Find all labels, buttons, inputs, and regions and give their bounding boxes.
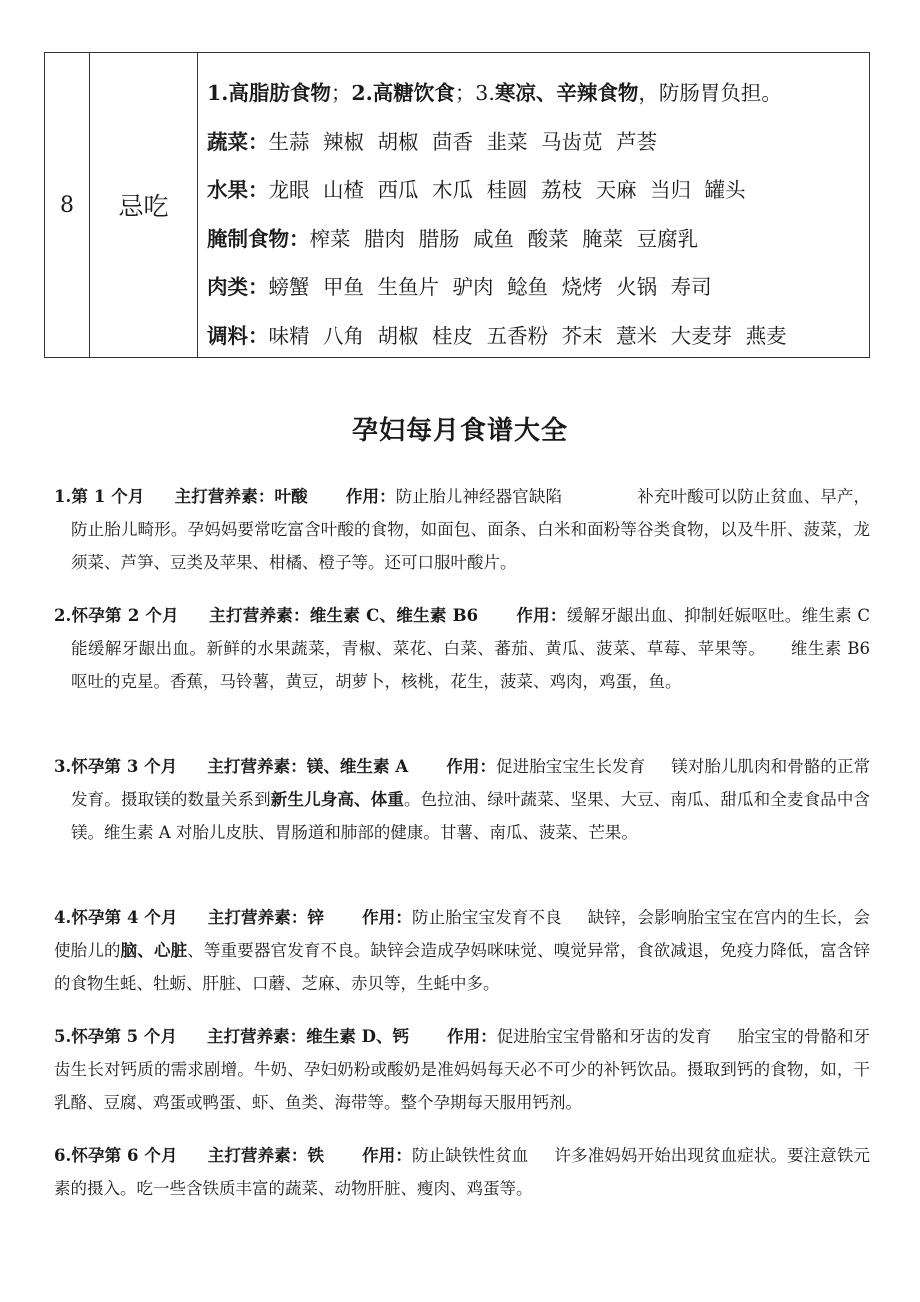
month-heading: 6.怀孕第 6 个月 <box>54 1146 178 1165</box>
nutrient-label: 主打营养素： <box>208 606 310 625</box>
avoid-food-table <box>44 52 870 358</box>
nutrient-value: 维生素 D、钙 <box>306 1027 410 1046</box>
nutrient-value: 镁、维生素 A <box>306 757 409 776</box>
food-row <box>207 213 869 262</box>
nutrient-label: 主打营养素： <box>174 487 275 506</box>
effect-label: 作用： <box>362 908 413 927</box>
food-row-items: 龙眼 山楂 西瓜 木瓜 桂圆 荔枝 天麻 当归 罐头 <box>268 178 746 203</box>
intro-tail: ，防肠胃负担。 <box>638 81 782 106</box>
effect-value: 促进胎宝宝生长发育 <box>496 757 646 776</box>
intro-sep-2: ；3. <box>454 81 495 106</box>
nutrient-label: 主打营养素： <box>207 908 308 927</box>
intro-item-2: 2.高糖饮食 <box>351 81 455 106</box>
food-row <box>207 164 869 213</box>
food-row-label: 调料： <box>207 323 269 348</box>
nutrient-value: 维生素 C、维生素 B6 <box>309 606 479 625</box>
food-row-items: 生蒜 辣椒 胡椒 茴香 韭菜 马齿苋 芦荟 <box>268 129 658 154</box>
food-row <box>207 116 869 165</box>
food-row-label: 蔬菜： <box>207 129 269 154</box>
month-body: 许多准妈妈开始出现贫血症状。要注意铁元素的摄入。吃一些含铁质丰富的蔬菜、动物肝脏、瘦肉、鸡蛋等。 <box>54 1146 871 1198</box>
month-paragraph-6 <box>54 1139 870 1205</box>
food-row <box>207 261 869 310</box>
month-body: 、等重要器官发育不良。缺锌会造成孕妈咪味觉、嗅觉异常，食欲减退，免疫力降低，富含锌的食物生蚝、牡蛎、肝脏、口蘑、芝麻、赤贝等，生蚝中多。 <box>54 941 870 993</box>
effect-value: 缓解牙龈出血、抑制妊娠呕吐。 <box>566 606 802 625</box>
month-body: 补充叶酸可以防止贫血、早产，防止胎儿畸形。孕妈妈要常吃富含叶酸的食物，如面包、面条、白米和面粉等谷类食物，以及牛肝、菠菜，龙须菜、芦笋、豆类及苹果、柑橘、橙子等。还可口服叶酸片。 <box>71 487 871 572</box>
intro-item-3: 寒凉、辛辣食物 <box>494 81 639 106</box>
month-heading: 3.怀孕第 3 个月 <box>54 757 178 776</box>
nutrient-value: 铁 <box>307 1146 325 1165</box>
food-row-items: 味精 八角 胡椒 桂皮 五香粉 芥末 薏米 大麦芽 燕麦 <box>268 323 787 348</box>
month-heading: 1.第 1 个月 <box>54 487 145 506</box>
nutrient-label: 主打营养素： <box>207 1027 307 1046</box>
month-body-emphasis: 脑、心脏 <box>120 941 188 960</box>
month-body: 镁对胎儿肌肉和骨骼的正常发育。摄取镁的数量关系到 <box>71 757 871 809</box>
row-category: 忌吃 <box>90 53 198 357</box>
food-row-label: 肉类： <box>207 275 269 300</box>
effect-value: 防止胎宝宝发育不良 <box>412 908 562 927</box>
food-row-items: 榨菜 腊肉 腊肠 咸鱼 酸菜 腌菜 豆腐乳 <box>309 226 699 251</box>
month-body: 胎宝宝的骨骼和牙齿生长对钙质的需求剧增。牛奶、孕妇奶粉或酸奶是准妈妈每天必不可少的补钙饮品。摄取到钙的食物，如，干乳酪、豆腐、鸡蛋或鸭蛋、虾、鱼类、海带等。整个孕期每天服用钙剂。 <box>54 1027 871 1112</box>
effect-value: 防止缺铁性贫血 <box>412 1146 529 1165</box>
month-paragraph-2 <box>54 599 870 698</box>
effect-value: 防止胎儿神经器官缺陷 <box>395 487 563 506</box>
month-heading: 4.怀孕第 4 个月 <box>54 908 178 927</box>
effect-label: 作用： <box>345 487 396 506</box>
month-heading: 5.怀孕第 5 个月 <box>54 1027 177 1046</box>
nutrient-value: 叶酸 <box>274 487 308 506</box>
month-body: 。色拉油、绿叶蔬菜、坚果、大豆、南瓜、甜瓜和全麦食品中含镁。维生素 A 对胎儿皮肤、胃肠道和肺部的健康。甘薯、南瓜、菠菜、芒果。 <box>71 790 871 842</box>
food-row-label: 腌制食物： <box>207 226 310 251</box>
intro-sep-1: ； <box>330 81 352 106</box>
page-title: 孕妇每月食谱大全 <box>351 416 568 446</box>
month-paragraph-5 <box>54 1020 870 1119</box>
effect-label: 作用： <box>516 606 567 625</box>
row-content <box>198 53 869 357</box>
food-row <box>207 310 869 359</box>
nutrient-label: 主打营养素： <box>207 1146 308 1165</box>
row-number: 8 <box>45 53 90 357</box>
food-row-items: 螃蟹 甲鱼 生鱼片 驴肉 鲶鱼 烧烤 火锅 寿司 <box>268 275 712 300</box>
nutrient-value: 锌 <box>307 908 325 927</box>
month-body: 维生素 C 能缓解牙龈出血。新鲜的水果蔬菜，青椒、菜花、白菜、蕃茄、黄瓜、菠菜、草莓、苹果等。 维生素 B6 呕吐的克星。香蕉，马铃薯，黄豆，胡萝卜，核桃，花生，菠菜、鸡肉，鸡蛋，鱼。 <box>71 606 871 691</box>
month-body: 缺锌，会影响胎宝宝在宫内的生长，会使胎儿的 <box>54 908 871 960</box>
intro-line <box>207 67 869 116</box>
month-paragraph-4 <box>54 901 870 1000</box>
effect-label: 作用： <box>446 757 497 776</box>
food-row-label: 水果： <box>207 178 269 203</box>
effect-label: 作用： <box>447 1027 497 1046</box>
effect-value: 促进胎宝宝骨骼和牙齿的发育 <box>496 1027 712 1046</box>
month-body-emphasis: 新生儿身高、体重 <box>270 790 404 809</box>
effect-label: 作用： <box>362 1146 413 1165</box>
month-paragraph-3 <box>54 750 870 849</box>
month-paragraph-1 <box>54 480 870 579</box>
intro-item-1: 1.高脂肪食物 <box>207 81 331 106</box>
nutrient-label: 主打营养素： <box>207 757 307 776</box>
month-heading: 2.怀孕第 2 个月 <box>54 606 179 625</box>
